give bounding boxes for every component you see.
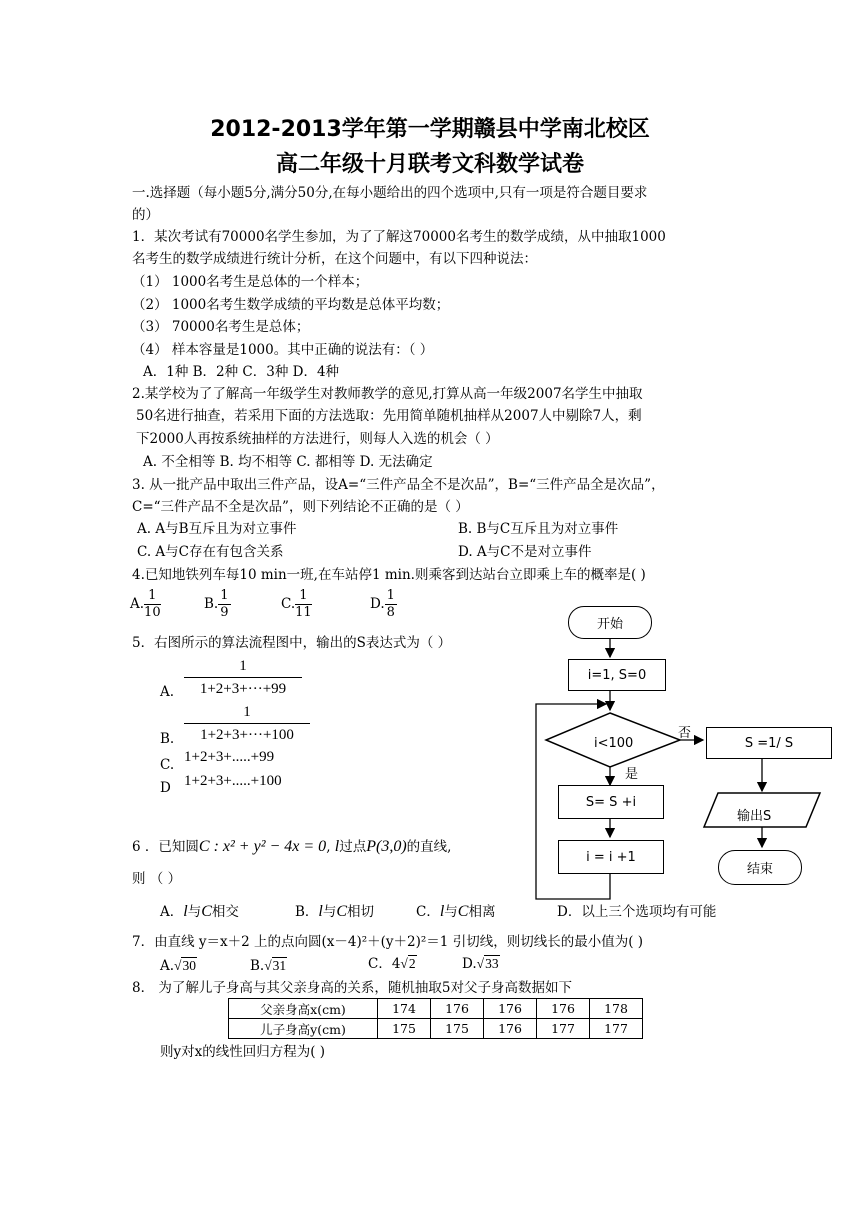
- q6-a-relation: 相交: [211, 904, 239, 920]
- q4-b-denominator: 9: [220, 605, 229, 620]
- q4-b-numerator: 1: [220, 588, 229, 603]
- q6-point: P(3,0): [366, 838, 407, 855]
- q1-statement-2: （2） 1000名考生数学成绩的平均数是总体平均数；: [132, 297, 450, 313]
- q5-stem: 5．右图所示的算法流程图中，输出的S表达式为（ ）: [132, 635, 452, 651]
- q7-b-value: 31: [272, 958, 287, 973]
- q4-option-a: [130, 588, 161, 621]
- q5-option-c-label: C.: [160, 757, 175, 773]
- q6-stem-cont: 则 （ ）: [132, 871, 182, 887]
- q4-option-b-label: B.: [204, 596, 219, 612]
- q4-a-numerator: 1: [144, 588, 161, 605]
- q6-option-c: C．l与C相离: [416, 903, 496, 920]
- q2-options: A. 不全相等 B. 均不相等 C. 都相等 D. 无法确定: [143, 454, 433, 470]
- table-cell: 177: [537, 1019, 590, 1039]
- q6-a-yu: 与: [187, 904, 202, 920]
- q5-option-a-label: A.: [160, 684, 175, 700]
- q4-a-denominator: 10: [144, 605, 161, 620]
- flowchart-yes-label: 是: [625, 767, 639, 782]
- q5-b-denominator: 1+2+3+···+100: [200, 727, 294, 743]
- q1-options: A．1种 B．2种 C．3种 D．4种: [143, 364, 340, 380]
- q4-option-d: [370, 588, 397, 621]
- q6-b-relation: 相切: [347, 904, 375, 920]
- q6-circle-equation: C : x² + y² − 4x = 0: [198, 838, 327, 855]
- q3-option-a: A. A与B互斥且为对立事件: [137, 521, 297, 537]
- q6-option-b: B．l与C相切: [295, 903, 375, 920]
- q5-option-a-fraction: [184, 655, 302, 700]
- q7-stem: 7．由直线 y＝x＋2 上的点向圆(x－4)²＋(y＋2)²＝1 引切线，则切线长的最小值为( ): [132, 934, 644, 950]
- q7-option-c: C．4√2: [368, 956, 416, 972]
- flowchart-init: i=1, S=0: [568, 659, 666, 691]
- q4-d-denominator: 8: [386, 605, 395, 620]
- table-cell: 儿子身高y(cm): [229, 1019, 378, 1039]
- flowchart-start: 开始: [568, 606, 652, 639]
- height-data-table: [228, 998, 643, 1039]
- q6-a-label: A．: [160, 904, 184, 920]
- q6-b-l: l: [318, 903, 323, 920]
- q6-b-yu: 与: [322, 904, 337, 920]
- q4-d-numerator: 1: [386, 588, 395, 603]
- exam-title-line2: 高二年级十月联考文科数学试卷: [275, 152, 584, 177]
- q6-prefix: 6 ．已知圆: [132, 839, 199, 855]
- q7-c-label: C．4: [368, 956, 401, 972]
- q4-stem: 4.已知地铁列车每10 min一班,在车站停1 min.则乘客到达站台立即乘上车的概率是( ): [132, 567, 646, 583]
- q6-option-d: D．以上三个选项均有可能: [557, 904, 717, 920]
- q2-stem-cont: 50名进行抽查，若采用下面的方法选取：先用简单随机抽样从2007人中剔除7人，剩: [136, 408, 642, 424]
- q4-option-a-fraction: [144, 588, 161, 621]
- q7-a-value: 30: [182, 958, 196, 973]
- q4-option-c: [281, 588, 312, 621]
- q6-a-l: l: [183, 903, 188, 920]
- flowchart-output: 输出S: [737, 809, 772, 824]
- q7-option-b: B.√31: [250, 958, 287, 974]
- q1-stem: 1．某次考试有70000名学生参加，为了了解这70000名考生的数学成绩，从中抽取1000: [132, 229, 666, 245]
- table-cell: 177: [590, 1019, 643, 1039]
- q6-line-l: l: [334, 838, 340, 855]
- q2-stem: 2.某学校为了了解高一年级学生对教师教学的意见,打算从高一年级2007名学生中抽取: [132, 386, 643, 402]
- flowchart-no-label: 否: [678, 726, 692, 741]
- q2-stem-cont2: 下2000人再按系统抽样的方法进行，则每人入选的机会（ ）: [136, 431, 499, 447]
- q6-c-label: C．: [416, 904, 440, 920]
- table-row: [229, 999, 643, 1019]
- table-cell: 178: [590, 999, 643, 1019]
- q4-option-d-label: D.: [370, 596, 385, 612]
- q7-c-value: 2: [408, 956, 416, 971]
- q5-a-denominator: 1+2+3+···+99: [199, 681, 287, 697]
- q3-stem: 3. 从一批产品中取出三件产品，设A=“三件产品全不是次品”，B=“三件产品全是次品”，: [132, 477, 665, 493]
- q6-b-label: B．: [295, 904, 319, 920]
- q7-option-d: D.√33: [462, 956, 499, 972]
- q4-option-c-label: C.: [281, 596, 296, 612]
- q6-stem: [132, 838, 451, 856]
- q4-c-numerator: 1: [295, 588, 312, 605]
- q5-option-b-fraction: [184, 701, 310, 746]
- q8-question: 则y对x的线性回归方程为( ): [160, 1044, 326, 1060]
- q7-option-a: A.√30: [160, 958, 196, 974]
- table-cell: 父亲身高x(cm): [229, 999, 378, 1019]
- q7-d-value: 33: [485, 956, 499, 971]
- q6-c-l: l: [439, 903, 445, 920]
- q6-c-relation: 相离: [468, 904, 496, 920]
- q4-c-denominator: 11: [295, 605, 312, 620]
- flowchart-condition: i<100: [594, 736, 634, 751]
- q3-option-b: B. B与C互斥且为对立事件: [458, 521, 619, 537]
- q3-stem-cont: C=“三件产品不全是次品”，则下列结论不正确的是（ ）: [132, 499, 469, 515]
- table-row: [229, 1019, 643, 1039]
- table-cell: 174: [378, 999, 431, 1019]
- q6-comma: ,: [326, 839, 331, 855]
- q5-b-numerator: 1: [184, 701, 310, 724]
- q3-option-d: D. A与C不是对立事件: [458, 544, 592, 560]
- q5-option-d-expr: 1+2+3+.....+100: [184, 773, 282, 789]
- q8-stem: 8． 为了解儿子身高与其父亲身高的关系，随机抽取5对父子身高数据如下: [132, 980, 572, 996]
- q4-option-d-fraction: [385, 588, 397, 621]
- q4-option-c-fraction: [295, 588, 312, 621]
- q7-d-label: D.: [462, 956, 477, 972]
- q4-option-b-fraction: [218, 588, 230, 621]
- q1-statement-1: （1） 1000名考生是总体的一个样本；: [132, 274, 369, 290]
- section-header-cont: 的）: [132, 207, 159, 223]
- table-cell: 176: [431, 999, 484, 1019]
- flowchart-result: S =1/ S: [706, 727, 832, 759]
- flowchart-end: 结束: [718, 850, 802, 885]
- q3-option-c: C. A与C存在有包含关系: [137, 544, 284, 560]
- q5-a-numerator: 1: [184, 655, 302, 678]
- q7-a-label: A.: [160, 958, 175, 974]
- q1-statement-3: （3） 70000名考生是总体；: [132, 319, 310, 335]
- table-cell: 175: [431, 1019, 484, 1039]
- q6-suffix: 的直线,: [406, 839, 452, 855]
- q6-option-a: A．l与C相交: [160, 903, 239, 920]
- flowchart-increment: i = i +1: [558, 840, 664, 874]
- table-cell: 176: [537, 999, 590, 1019]
- flowchart-assign-s: S= S +i: [558, 785, 664, 819]
- q1-stem-cont: 名考生的数学成绩进行统计分析，在这个问题中，有以下四种说法：: [132, 251, 537, 267]
- exam-title-line1: 2012-2013学年第一学期赣县中学南北校区: [210, 117, 650, 142]
- q6-c-yu: 与: [444, 904, 458, 920]
- q4-option-a-label: A.: [130, 596, 145, 612]
- q7-b-label: B.: [250, 958, 265, 974]
- table-cell: 175: [378, 1019, 431, 1039]
- table-cell: 176: [484, 999, 537, 1019]
- q4-option-b: [204, 588, 231, 621]
- q5-option-d-label: D: [160, 780, 171, 796]
- table-cell: 176: [484, 1019, 537, 1039]
- q5-option-c-expr: 1+2+3+.....+99: [184, 749, 275, 765]
- section-header: 一.选择题（每小题5分,满分50分,在每小题给出的四个选项中,只有一项是符合题目要求: [132, 185, 648, 201]
- q6-through: 过点: [339, 839, 367, 855]
- q5-option-b-label: B.: [160, 731, 175, 747]
- q1-statement-4: （4） 样本容量是1000。其中正确的说法有：（ ）: [132, 342, 434, 358]
